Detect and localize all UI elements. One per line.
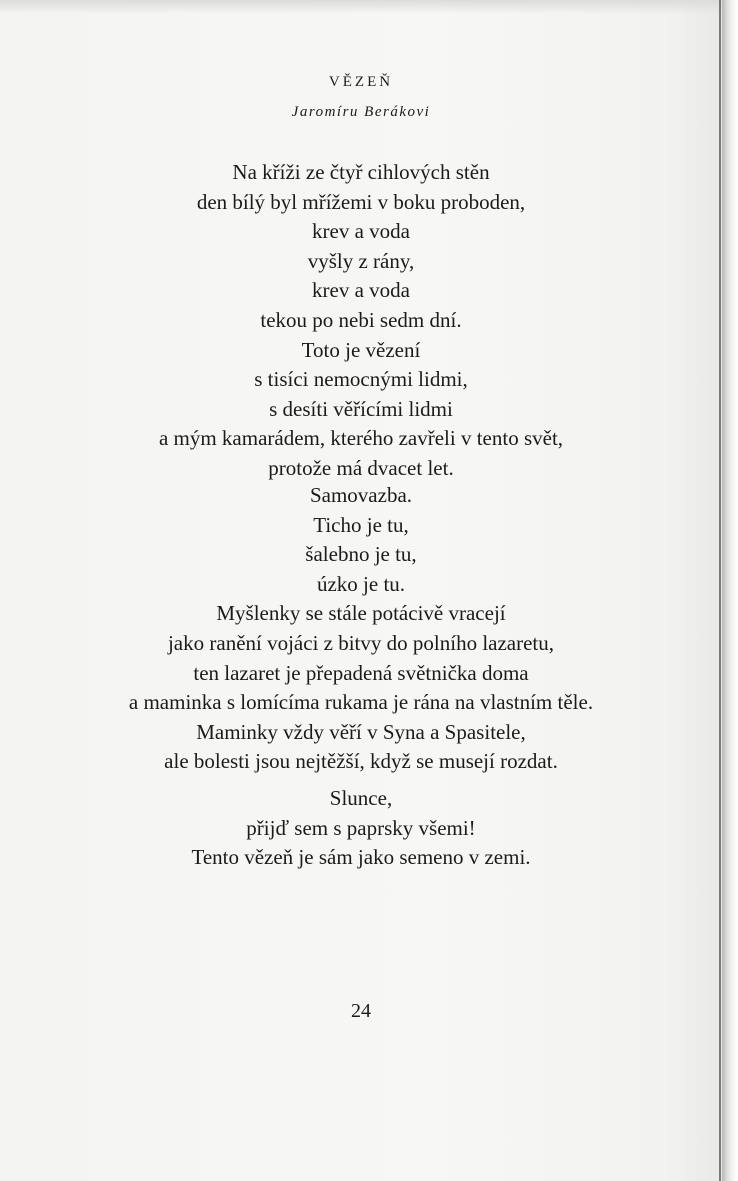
stanza-2 xyxy=(0,481,722,777)
page-number: 24 xyxy=(351,1000,371,1022)
poem-line: ten lazaret je přepadená světnička doma xyxy=(193,660,529,685)
page-edge-line xyxy=(719,0,721,1181)
poem-line: úzko je tu. xyxy=(316,571,406,596)
poem-line: protože má dvacet let. xyxy=(268,455,454,480)
poem-line: Na kříži ze čtyř cihlových stěn xyxy=(232,160,490,184)
poem-line: tekou po nebi sedm dní. xyxy=(260,307,462,332)
stanza-1 xyxy=(0,158,722,484)
poem-line: krev a voda xyxy=(312,219,410,244)
poem-title: VĚZEŇ xyxy=(328,74,394,90)
poem-dedication: Jaromíru Berákovi xyxy=(291,104,431,120)
page-top-shadow xyxy=(0,0,722,14)
poem-line: Maminky vždy věří v Syna a Spasitele, xyxy=(196,719,526,744)
poem-line: ale bolesti jsou nejtěžší, když se musejí rozdat. xyxy=(164,749,558,774)
poem-line: a maminka s lomícíma rukama je rána na vlastním těle. xyxy=(128,690,594,715)
poem-line: Samovazba. xyxy=(309,483,413,507)
poem-line: šalebno je tu, xyxy=(305,542,417,567)
poem-line: přijď sem s paprsky všemi! xyxy=(246,815,476,840)
page-edge xyxy=(722,0,738,1181)
poem-line: s tisíci nemocnými lidmi, xyxy=(254,367,468,392)
stanza-3 xyxy=(0,784,722,873)
poem-line: Toto je vězení xyxy=(301,337,421,362)
poem-line: Slunce, xyxy=(329,786,393,810)
poem-line: den bílý byl mřížemi v boku proboden, xyxy=(196,189,526,214)
poem-line: jako ranění vojáci z bitvy do polního lazaretu, xyxy=(167,630,555,655)
poem-line: s desíti věřícími lidmi xyxy=(269,396,453,421)
poem-line: vyšly z rány, xyxy=(307,248,415,273)
poem-line: a mým kamarádem, kterého zavřeli v tento svět, xyxy=(158,426,564,451)
poem-line: Myšlenky se stále potácivě vracejí xyxy=(216,601,506,626)
poem-line: krev a voda xyxy=(312,278,410,303)
poem-line: Tento vězeň je sám jako semeno v zemi. xyxy=(191,845,531,870)
poem-line: Ticho je tu, xyxy=(313,512,409,537)
